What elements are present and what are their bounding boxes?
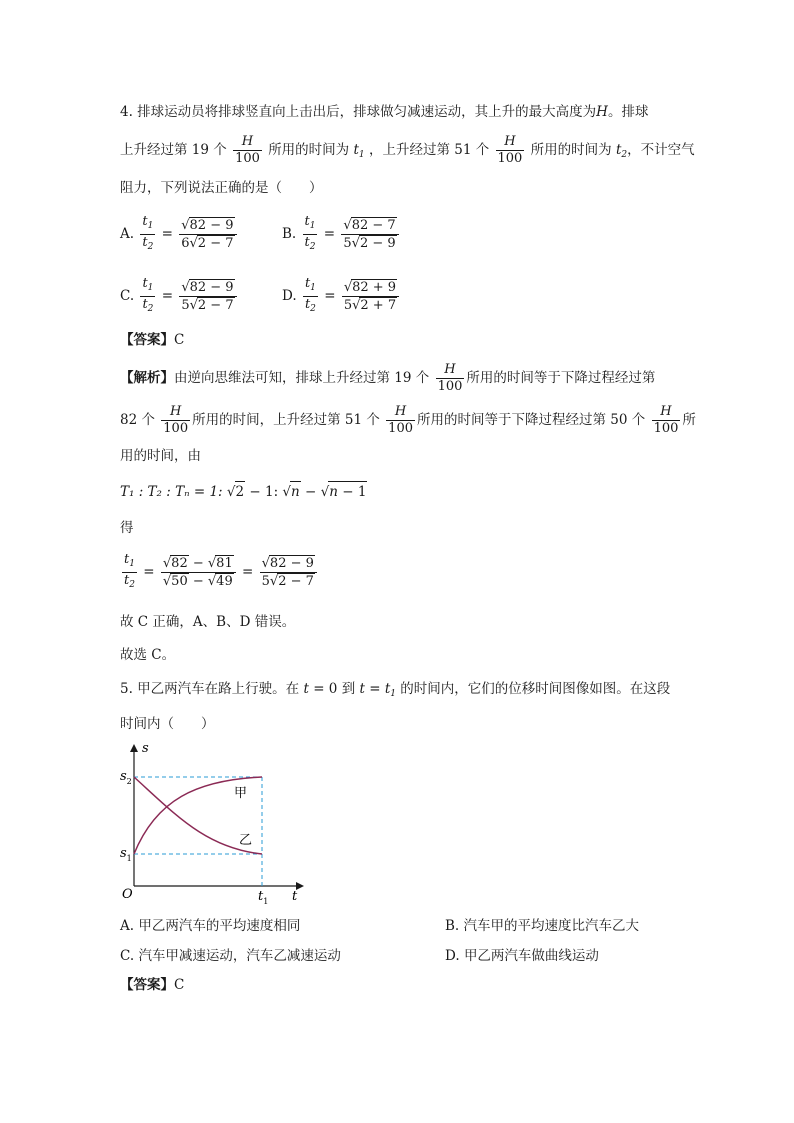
q4-option-a[interactable]: A. $\frac{t_1}{t_2}$ = $\frac{√82 - 9}{6√2 - 7}$: [120, 214, 239, 255]
q5-stem-line2: 时间内（ ）: [120, 716, 215, 732]
q4-stem-line2: 上升经过第 19 个 $\frac{H}{100}$ 所用的时间为 $t_1$ ，上升经过第 51 个 $\frac{H}{100}$ 所用的时间为 $t_2$，不计空气: [120, 134, 695, 166]
q4-option-d[interactable]: D. $\frac{t_1}{t_2}$ = $\frac{√82 + 9}{5√2 + 7}$: [282, 276, 401, 317]
fraction-h-over-100-2: $\frac{H}{100}$: [497, 134, 523, 166]
q5-option-b[interactable]: B. 汽车甲的平均速度比汽车乙大: [445, 918, 640, 934]
t1-symbol: $t_1$: [353, 142, 365, 160]
q4-analysis-line1: 【解析】由逆向思维法可知，排球上升经过第 19 个 $\frac{H}{100}$ 所用的时间等于下降过程经过第: [120, 362, 656, 394]
q4-analysis-line3: 用的时间，由: [120, 448, 201, 464]
curve-label-yi: 乙: [239, 833, 253, 848]
s2-label: $s_2$: [120, 769, 132, 786]
q5-option-d[interactable]: D. 甲乙两汽车做曲线运动: [445, 948, 599, 964]
curve-label-jia: 甲: [234, 786, 248, 801]
t1-label: $t_1$: [258, 889, 269, 906]
q4-stem-line1: 4. 排球运动员将排球竖直向上击出后，排球做匀减速运动，其上升的最大高度为H。排球: [120, 104, 649, 120]
axis-label-t: t: [292, 889, 298, 904]
q4-formula-ratio: T₁ : T₂ : Tₙ = 1: √2 − 1: √n − √n − 1: [120, 481, 367, 502]
q4-analysis-line2: 82 个 $\frac{H}{100}$ 所用的时间，上升经过第 51 个 $\frac{H}{100}$ 所用的时间等于下降过程经过第 50 个 $\frac{H}{100}$ 所: [120, 404, 696, 436]
q4-conclusion1: 故 C 正确，A、B、D 错误。: [120, 614, 296, 630]
q5-st-graph: [116, 740, 306, 910]
q5-option-c[interactable]: C. 汽车甲减速运动，汽车乙减速运动: [120, 948, 341, 964]
fraction-h-over-100: $\frac{H}{100}$: [235, 134, 260, 166]
q4-formula-result: $\frac{t_1}{t_2}$ = $\frac{√82 - √81}{√50 - √49}$ = $\frac{√82 - 9}{5√2 - 7}$: [120, 550, 319, 594]
q4-stem-line3: 阻力，下列说法正确的是（ ）: [120, 180, 323, 196]
t2-symbol: $t_2$: [615, 142, 628, 160]
q4-answer: 【答案】C: [120, 332, 185, 348]
axis-label-s: s: [142, 741, 149, 756]
q4-option-c[interactable]: C. $\frac{t_1}{t_2}$ = $\frac{√82 - 9}{5√2 - 7}$: [120, 276, 239, 317]
q4-de: 得: [120, 520, 134, 536]
q4-option-b[interactable]: B. $\frac{t_1}{t_2}$ = $\frac{√82 - 7}{5√2 - 9}$: [282, 214, 401, 255]
q5-stem-line1: 5. 甲乙两汽车在路上行驶。在 t = 0 到 $t = t_1$ 的时间内，它们的位移时间图像如图。在这段: [120, 681, 671, 699]
y-axis-arrow: [130, 744, 138, 752]
origin-label: O: [122, 887, 133, 902]
q4-conclusion2: 故选 C。: [120, 647, 176, 663]
q5-option-a[interactable]: A. 甲乙两汽车的平均速度相同: [120, 918, 301, 934]
s1-label: $s_1$: [120, 846, 132, 863]
q5-answer: 【答案】C: [120, 977, 185, 993]
